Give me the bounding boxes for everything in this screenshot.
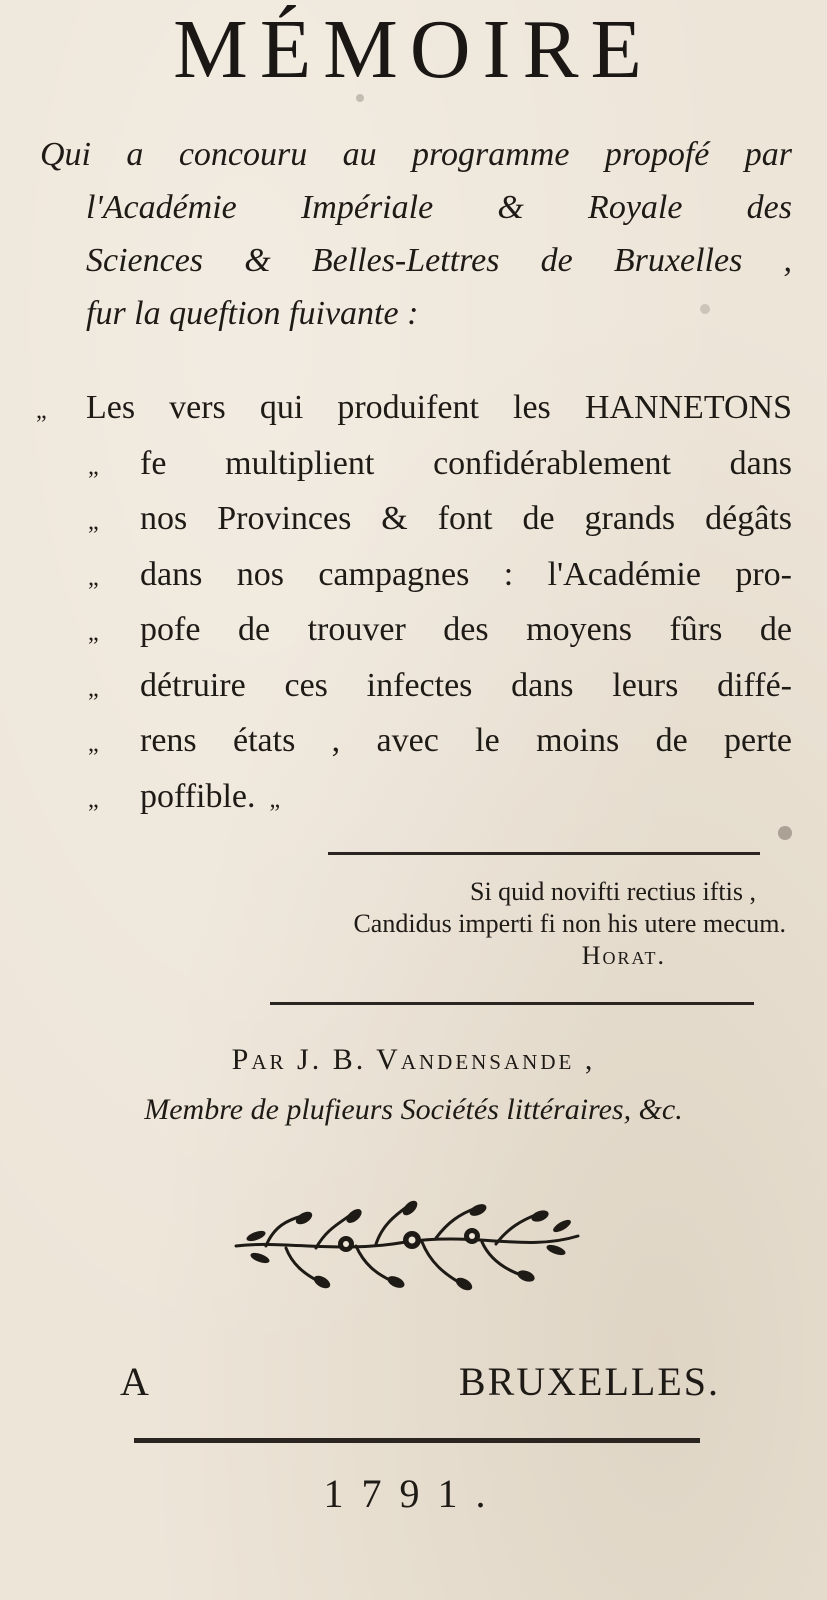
question-line — [36, 438, 792, 494]
question-line — [36, 771, 792, 827]
epigraph — [260, 876, 786, 972]
subtitle-line: l'Académie Impériale & Royale des — [86, 189, 792, 226]
imprint-year: 1791. — [323, 1471, 504, 1516]
quote-mark: „ — [88, 731, 99, 757]
quote-mark: „ — [88, 453, 99, 480]
question-text: fe multiplient confidérablement dans — [140, 444, 792, 482]
quote-mark: „ — [88, 675, 99, 702]
epigraph-line: Candidus imperti fi non his utere mecum. — [353, 909, 786, 938]
subtitle-line: Sciences & Belles-Lettres de Bruxelles , — [86, 242, 792, 279]
closing-quote-mark: „ — [269, 786, 281, 813]
question-line — [36, 660, 792, 716]
epigraph-line: Si quid novifti rectius iftis , — [470, 877, 756, 906]
floral-ornament-icon — [226, 1196, 586, 1292]
quote-mark: „ — [88, 620, 99, 646]
subtitle-block — [40, 128, 792, 340]
quote-mark: „ — [88, 509, 99, 535]
question-line — [36, 382, 792, 438]
question-text — [140, 771, 792, 827]
divider-rule — [328, 852, 760, 855]
question-text: dans nos campagnes : l'Académie pro- — [140, 555, 792, 593]
question-text: Les vers qui produifent les HANNETONS — [86, 389, 792, 426]
epigraph-attribution: Horat. — [581, 941, 666, 970]
quote-mark: „ — [88, 564, 99, 591]
question-line — [36, 549, 792, 605]
foxing-spot — [778, 826, 792, 840]
author-byline: Par J. B. Vandensande , — [231, 1043, 596, 1076]
author-membership: Membre de plufieurs Sociétés littéraires, &c. — [144, 1093, 683, 1126]
question-last-words: poffible. — [140, 777, 256, 815]
question-text: rens états , avec le moins de perte — [140, 722, 792, 759]
question-text: nos Provinces & font de grands dégâts — [140, 500, 792, 537]
foxing-spot — [700, 304, 710, 314]
quote-mark: „ — [36, 398, 47, 424]
question-line — [36, 604, 792, 660]
foxing-spot — [356, 94, 364, 102]
imprint-place: A BRUXELLES. — [120, 1359, 720, 1404]
subtitle-line: fur la queftion fuivante : — [86, 295, 419, 332]
question-line — [36, 715, 792, 771]
question-line — [36, 493, 792, 549]
divider-rule — [270, 1002, 754, 1005]
question-text: pofe de trouver des moyens fûrs de — [140, 611, 792, 648]
question-text: détruire ces infectes dans leurs diffé- — [140, 666, 792, 704]
prize-question — [36, 382, 792, 826]
subtitle-line: Qui a concouru au programme propofé par — [40, 136, 792, 173]
page-title: MÉMOIRE — [173, 3, 654, 96]
divider-rule — [134, 1438, 700, 1443]
quote-mark: „ — [88, 786, 99, 813]
